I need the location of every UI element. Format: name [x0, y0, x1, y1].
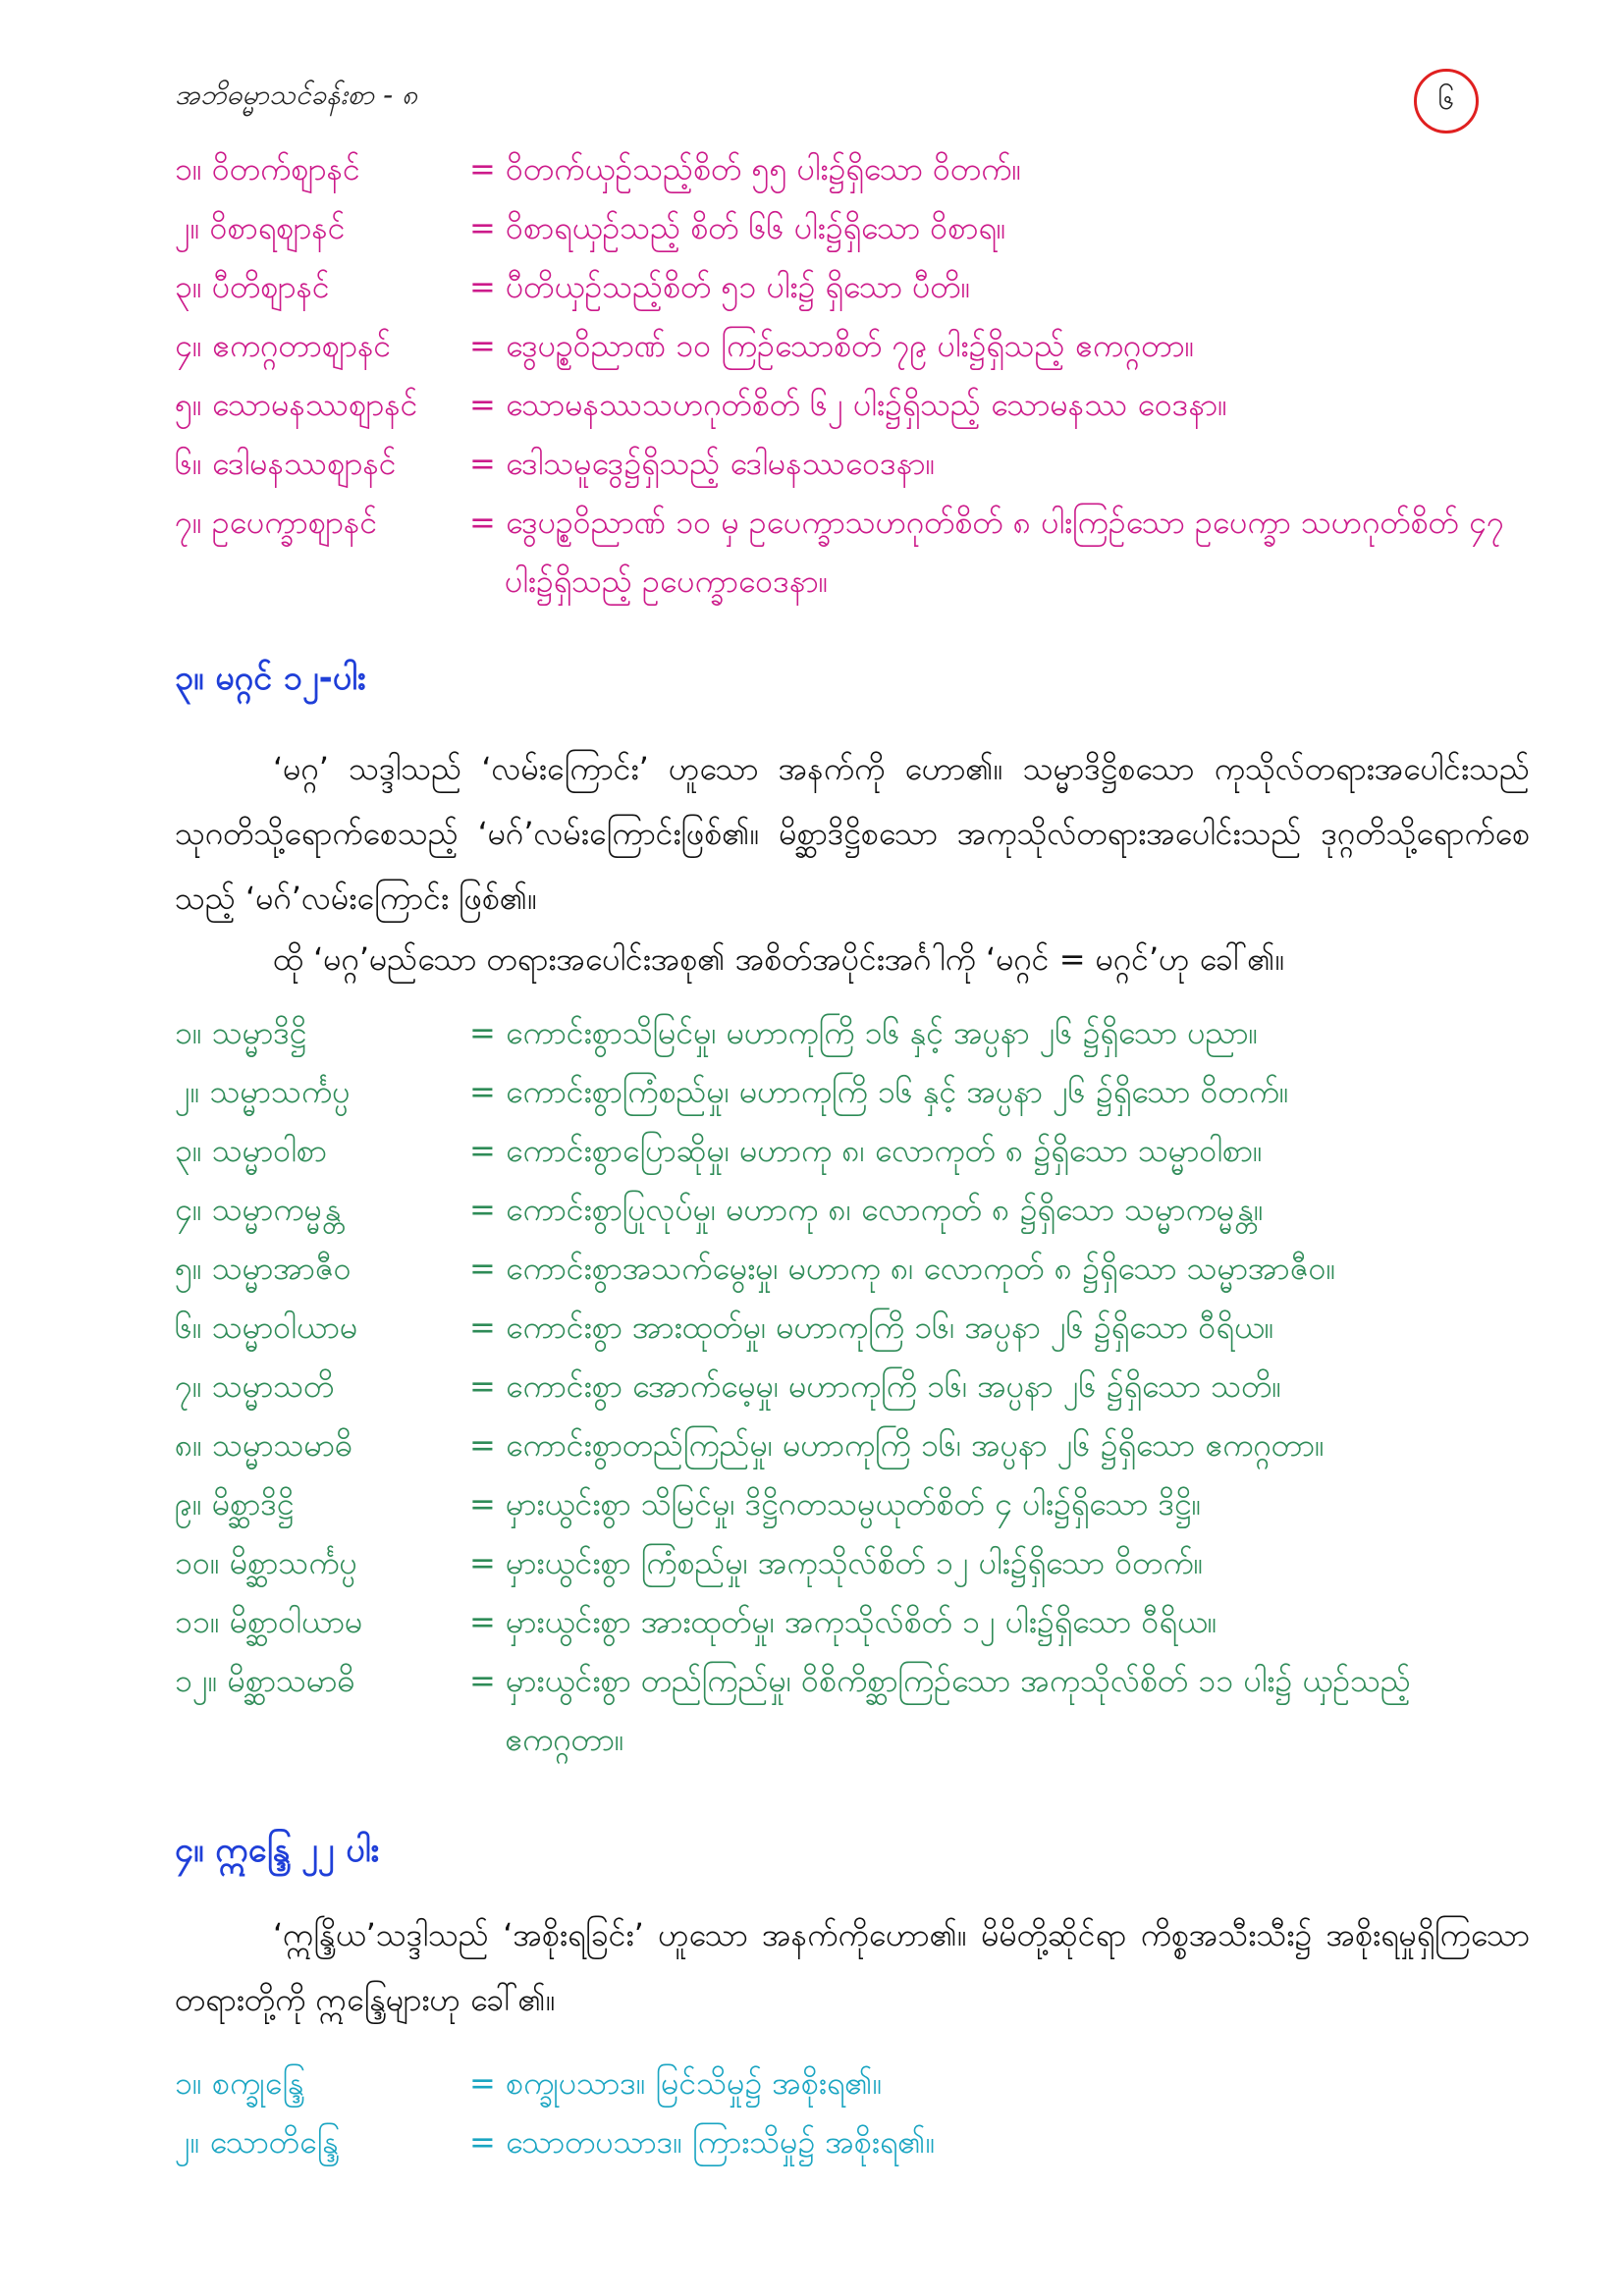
term: ၅။ သမ္မာအာဇီဝ: [175, 1250, 352, 1287]
page-header: အဘိဓမ္မာသင်ခန်းစာ - ၈: [175, 79, 418, 111]
list-item: [175, 493, 1530, 611]
indriya-list: [175, 2054, 1530, 2171]
term: ၁။ စက္ခုန္ဒြေ: [175, 2064, 304, 2102]
term: ၁။ သမ္မာဒိဋ္ဌိ: [175, 1014, 307, 1051]
definition: = မှားယွင်းစွာ အားထုတ်မှု၊ အကုသိုလ်စိတ် ၁၂ ပါး၌ရှိသော ဝီရိယ။: [469, 1603, 1217, 1640]
term: ၆။ သမ္မာဝါယာမ: [175, 1308, 358, 1346]
definition: = ကောင်းစွာ အားထုတ်မှု၊ မဟာကုကြိ ၁၆၊ အပ္ပနာ ၂၆ ၌ရှိသော ဝီရိယ။: [469, 1308, 1274, 1346]
definition: = ကောင်းစွာသိမြင်မှု၊ မဟာကုကြိ ၁၆ နှင့် အပ္ပနာ ၂၆ ၌ရှိသော ပညာ။: [469, 1014, 1259, 1051]
list-item: [175, 1592, 1530, 1651]
term: ၁၁။ မိစ္ဆာဝါယာမ: [175, 1603, 363, 1640]
definition: = ကောင်းစွာအသက်မွေးမှု၊ မဟာကု ၈၊ လောကုတ် ၈ ၌ရှိသော သမ္မာအာဇီဝ။: [469, 1250, 1336, 1287]
term: ၂။ သောတိန္ဒြေ: [175, 2123, 339, 2161]
definition: = မှားယွင်းစွာ ကြံစည်မှု၊ အကုသိုလ်စိတ် ၁၂ ပါး၌ရှိသော ဝိတက်။: [469, 1544, 1204, 1581]
definition: = ဒွေပဉ္စဝိညာဏ် ၁၀ မှ ဥပေက္ခာသဟဂုတ်စိတ် ၈ ပါးကြဉ်သော ဥပေက္ခာ သဟဂုတ်စိတ် ၄၇ ပါး၌ရှိသည့် ဥပေက္ခာဝေဒနာ။: [469, 504, 1504, 600]
definition: = မှားယွင်းစွာ တည်ကြည်မှု၊ ဝိစိကိစ္ဆာကြဉ်သော အကုသိုလ်စိတ် ၁၁ ပါး၌ ယှဉ်သည့် ဧကဂ္ဂတာ။: [469, 1662, 1411, 1758]
list-item: [175, 1239, 1530, 1298]
definition: = ဒေါသမူဒွေ၌ရှိသည့် ဒေါမနဿဝေဒနာ။: [469, 445, 936, 482]
term: ၃။ ပီတိစျာနင်: [175, 268, 330, 305]
term: ၇။ သမ္မာသတိ: [175, 1367, 335, 1405]
body-paragraph: ‘မဂ္ဂ’ သဒ္ဒါသည် ‘လမ်းကြောင်း’ ဟူသော အနက်ကို ဟော၏။ သမ္မာဒိဋ္ဌိစသော ကုသိုလ်တရားအပေါင်းသည် သုဂတိသို့ရောက်စေသည့် ‘မဂ်’လမ်းကြောင်းဖြစ်၏။ မိစ္ဆာဒိဋ္ဌိစသော အကုသိုလ်တရားအပေါင်းသည် ဒုဂ္ဂတိသို့ရောက်စေသည့် ‘မဂ်’လမ်းကြောင်း ဖြစ်၏။: [175, 750, 1530, 917]
term: ၆။ ဒေါမနဿစျာနင်: [175, 445, 397, 482]
term: ၅။ သောမနဿစျာနင်: [175, 386, 418, 423]
term: ၄။ ဧကဂ္ဂတာစျာနင်: [175, 327, 392, 364]
list-item: [175, 1474, 1530, 1533]
definition: = မှားယွင်းစွာ သိမြင်မှု၊ ဒိဋ္ဌိဂတသမ္ပယုတ်စိတ် ၄ ပါး၌ရှိသော ဒိဋ္ဌိ။: [469, 1485, 1202, 1522]
list-item: [175, 2054, 1530, 2112]
term: ၃။ သမ္မာဝါစာ: [175, 1132, 327, 1169]
body-paragraph: ‘ဣန္ဒြိယ’သဒ္ဒါသည် ‘အစိုးရခြင်း’ ဟူသော အနက်ကိုဟော၏။ မိမိတို့ဆိုင်ရာ ကိစ္စအသီးသီး၌ အစိုးရမှုရှိကြသော တရားတို့ကို ဣန္ဒြေများဟု ခေါ်၏။: [175, 1916, 1530, 2018]
list-item: [175, 2112, 1530, 2171]
term: ၁။ ဝိတက်စျာနင်: [175, 150, 360, 187]
term: ၁၀။ မိစ္ဆာသင်္ကပ္ပ: [175, 1544, 357, 1581]
definition: = ဒွေပဉ္စဝိညာဏ် ၁၀ ကြဉ်သောစိတ် ၇၉ ပါး၌ရှိသည့် ဧကဂ္ဂတာ။: [469, 327, 1195, 364]
definition: = ကောင်းစွာကြံစည်မှု၊ မဟာကုကြိ ၁၆ နှင့် အပ္ပနာ ၂၆ ၌ရှိသော ဝိတက်။: [469, 1073, 1289, 1110]
definition: = သောတပသာဒ။ ကြားသိမှု၌ အစိုးရ၏။: [469, 2123, 936, 2161]
list-item: [175, 139, 1530, 198]
list-item: [175, 1180, 1530, 1239]
list-item: [175, 1003, 1530, 1062]
section-heading: ၄။ ဣန္ဒြေ ၂၂ ပါး: [175, 1831, 380, 1870]
jhananga-list: [175, 139, 1530, 611]
list-item: [175, 1415, 1530, 1474]
list-item: [175, 1533, 1530, 1592]
term: ၁၂။ မိစ္ဆာသမာဓိ: [175, 1662, 355, 1699]
list-item: [175, 198, 1530, 257]
definition: = ကောင်းစွာပြုလုပ်မှု၊ မဟာကု ၈၊ လောကုတ် ၈ ၌ရှိသော သမ္မာကမ္မန္တ။: [469, 1191, 1264, 1228]
term: ၇။ ဥပေက္ခာစျာနင်: [175, 504, 378, 541]
list-item: [175, 1062, 1530, 1121]
list-item: [175, 257, 1530, 316]
magganga-list: [175, 1003, 1530, 1769]
definition: = ဝိတက်ယှဉ်သည့်စိတ် ၅၅ ပါး၌ရှိသော ဝိတက်။: [469, 150, 1022, 187]
definition: = သောမနဿသဟဂုတ်စိတ် ၆၂ ပါး၌ရှိသည့် သောမနဿ ဝေဒနာ။: [469, 386, 1227, 423]
list-item: [175, 316, 1530, 375]
list-item: [175, 1298, 1530, 1357]
term: ၈။ သမ္မာသမာဓိ: [175, 1426, 352, 1464]
list-item: [175, 1651, 1530, 1769]
list-item: [175, 1357, 1530, 1415]
definition: = ဝိစာရယှဉ်သည့် စိတ် ၆၆ ပါး၌ရှိသော ဝိစာရ။: [469, 209, 1006, 246]
page-number: ၆: [1414, 69, 1479, 133]
list-item: [175, 1121, 1530, 1180]
body-paragraph: ထို ‘မဂ္ဂ’မည်သော တရားအပေါင်းအစု၏ အစိတ်အပိုင်းအင်္ဂါကို ‘မဂ္ဂင် = မဂ္ဂင်’ဟု ခေါ်၏။: [273, 940, 1285, 978]
section-heading: ၃။ မဂ္ဂင် ၁၂-ပါး: [175, 659, 366, 698]
list-item: [175, 375, 1530, 434]
term: ၂။ သမ္မာသင်္ကပ္ပ: [175, 1073, 351, 1110]
term: ၉။ မိစ္ဆာဒိဋ္ဌိ: [175, 1485, 295, 1522]
term: ၄။ သမ္မာကမ္မန္တ: [175, 1191, 342, 1228]
definition: = ကောင်းစွာပြောဆိုမှု၊ မဟာကု ၈၊ လောကုတ် ၈ ၌ရှိသော သမ္မာဝါစာ။: [469, 1132, 1263, 1169]
list-item: [175, 434, 1530, 493]
definition: = စက္ခုပသာဒ။ မြင်သိမှု၌ အစိုးရ၏။: [469, 2064, 883, 2102]
definition: = ပီတိယှဉ်သည့်စိတ် ၅၁ ပါး၌ ရှိသော ပီတိ။: [469, 268, 971, 305]
definition: = ကောင်းစွာ အောက်မေ့မှု၊ မဟာကုကြိ ၁၆၊ အပ္ပနာ ၂၆ ၌ရှိသော သတိ။: [469, 1367, 1282, 1405]
term: ၂။ ဝိစာရစျာနင်: [175, 209, 346, 246]
definition: = ကောင်းစွာတည်ကြည်မှု၊ မဟာကုကြိ ၁၆၊ အပ္ပနာ ၂၆ ၌ရှိသော ဧကဂ္ဂတာ။: [469, 1426, 1325, 1464]
